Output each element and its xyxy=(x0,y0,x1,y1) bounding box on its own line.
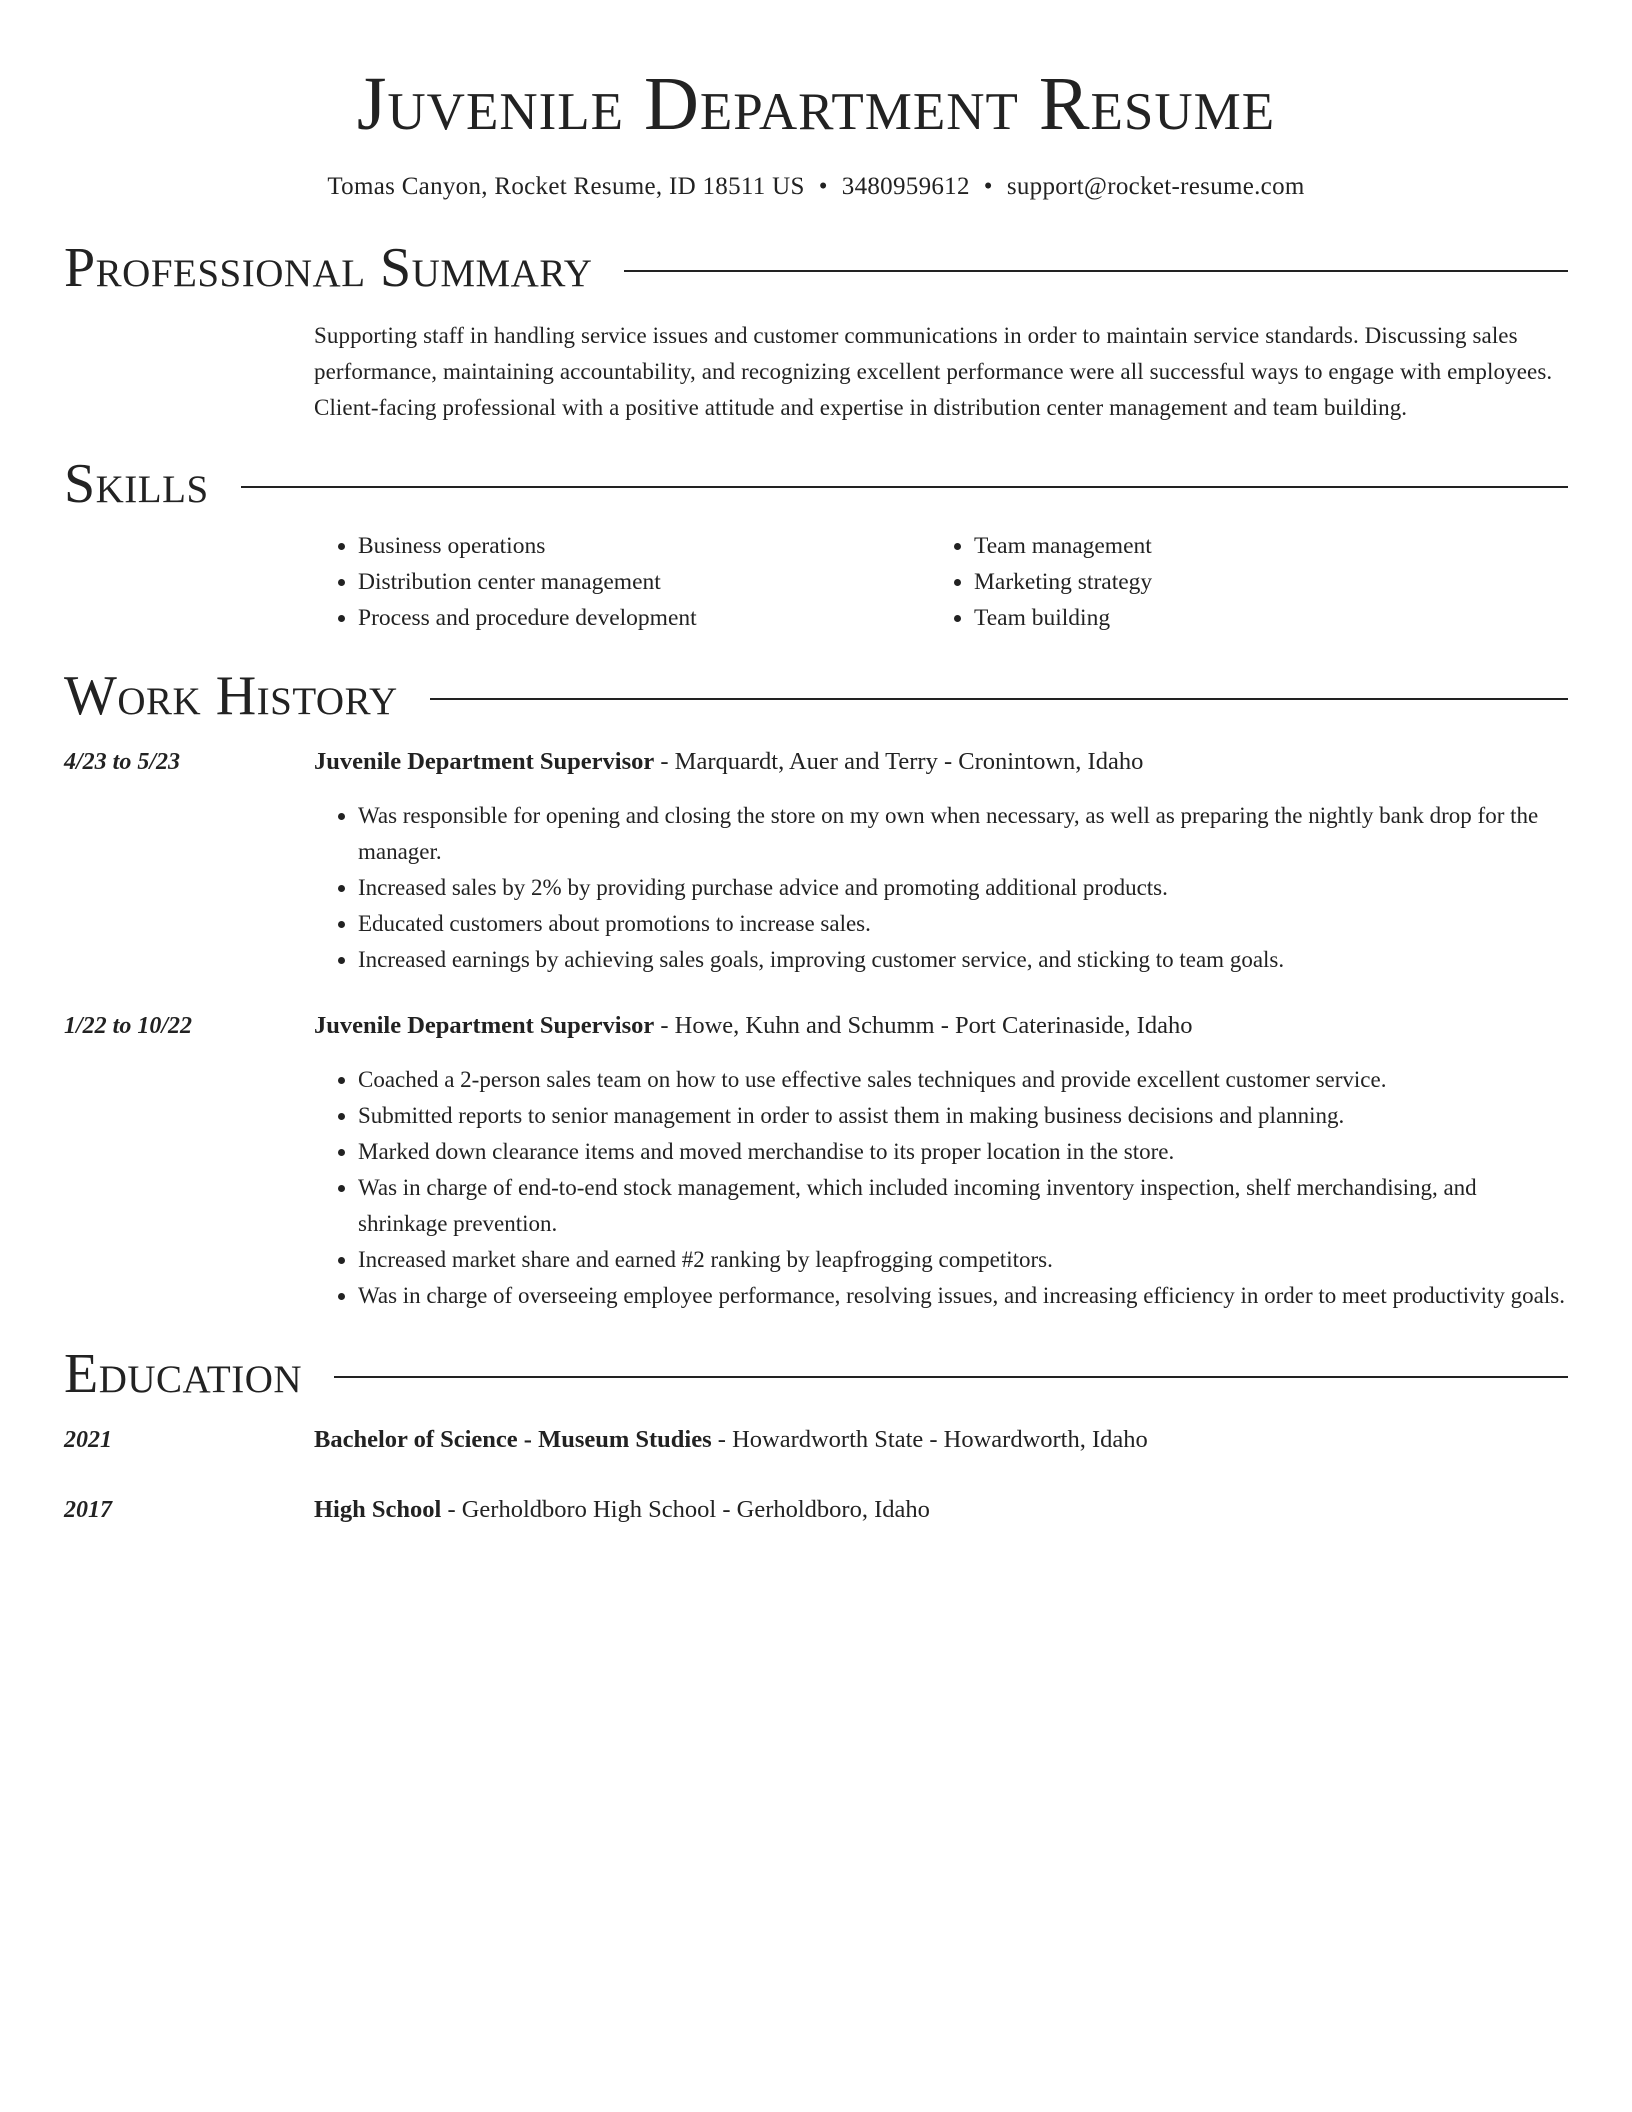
education-entry xyxy=(64,1492,1568,1528)
job-entry xyxy=(64,1008,1568,1314)
job-employer: - Marquardt, Auer and Terry - Cronintown, Idaho xyxy=(654,748,1144,775)
work-section-header xyxy=(64,664,1568,728)
skills-heading: Skills xyxy=(64,453,209,515)
skill-item: • Distribution center management xyxy=(358,564,930,600)
contact-email: support@rocket-resume.com xyxy=(1006,173,1305,200)
job-bullet: • Increased sales by 2% by providing purchase advice and promoting additional products. xyxy=(358,870,1568,906)
job-bullet: • Marked down clearance items and moved merchandise to its proper location in the store. xyxy=(358,1134,1568,1170)
summary-section-header xyxy=(64,236,1568,300)
job-employer: - Howe, Kuhn and Schumm - Port Caterinaside, Idaho xyxy=(654,1012,1193,1039)
job-bullet: • Increased market share and earned #2 ranking by leapfrogging competitors. xyxy=(358,1242,1568,1278)
education-heading: Education xyxy=(64,1343,303,1405)
job-body xyxy=(314,1008,1568,1314)
job-bullets xyxy=(314,1062,1568,1314)
job-dates: 4/23 to 5/23 xyxy=(64,749,181,775)
job-headline xyxy=(314,1008,1568,1044)
job-bullet: • Was responsible for opening and closing the store on my own when necessary, as well as preparing the nightly bank drop for the manager. xyxy=(358,798,1568,870)
job-bullet: • Educated customers about promotions to increase sales. xyxy=(358,906,1568,942)
section-divider xyxy=(430,698,1568,700)
skill-item: • Team building xyxy=(974,600,1474,636)
contact-line xyxy=(64,170,1568,204)
skills-list-right xyxy=(930,528,1474,636)
contact-separator: • xyxy=(983,173,993,200)
job-body xyxy=(314,744,1568,978)
education-entry xyxy=(64,1422,1568,1458)
job-headline xyxy=(314,744,1568,780)
job-bullet: • Increased earnings by achieving sales goals, improving customer service, and sticking to team goals. xyxy=(358,942,1568,978)
skill-item: • Marketing strategy xyxy=(974,564,1474,600)
contact-address: Tomas Canyon, Rocket Resume, ID 18511 US xyxy=(327,173,805,200)
skill-item: • Team management xyxy=(974,528,1474,564)
job-bullets xyxy=(314,798,1568,978)
summary-text: Supporting staff in handling service issues and customer communications in order to maintain service standards. Discussing sales performance, maintaining accountability, and recognizing excellent performance were all successful ways to engage with employees. Client-facing professional with a positive attitude and expertise in distribution center management and team building. xyxy=(314,323,1553,420)
job-bullet: • Coached a 2-person sales team on how to use effective sales techniques and provide excellent customer service. xyxy=(358,1062,1568,1098)
skill-item: • Process and procedure development xyxy=(358,600,930,636)
section-divider xyxy=(334,1376,1568,1378)
section-divider xyxy=(624,270,1568,272)
education-year: 2021 xyxy=(64,1427,112,1453)
education-degree: Bachelor of Science - Museum Studies xyxy=(314,1426,712,1453)
job-title: Juvenile Department Supervisor xyxy=(314,1012,655,1039)
summary-heading: Professional Summary xyxy=(64,237,593,299)
contact-separator: • xyxy=(818,173,828,200)
education-headline xyxy=(314,1492,930,1528)
education-school: - Gerholdboro High School - Gerholdboro, Idaho xyxy=(441,1496,930,1523)
job-bullet: • Was in charge of end-to-end stock management, which included incoming inventory inspection, shelf merchandising, and shrinkage prevention. xyxy=(358,1170,1568,1242)
job-bullet: • Was in charge of overseeing employee performance, resolving issues, and increasing efficiency in order to meet productivity goals. xyxy=(358,1278,1568,1314)
skill-item: • Business operations xyxy=(358,528,930,564)
work-heading: Work History xyxy=(64,665,398,727)
skills-list-left xyxy=(314,528,930,636)
resume-page xyxy=(64,0,1568,1528)
section-divider xyxy=(241,486,1568,488)
job-bullet: • Submitted reports to senior management in order to assist them in making business decisions and planning. xyxy=(358,1098,1568,1134)
education-section-header xyxy=(64,1342,1568,1406)
skills-section-header xyxy=(64,452,1568,516)
resume-title: Juvenile Department Resume xyxy=(356,62,1276,146)
skills-grid xyxy=(314,528,1568,636)
job-title: Juvenile Department Supervisor xyxy=(314,748,655,775)
education-school: - Howardworth State - Howardworth, Idaho xyxy=(711,1426,1148,1453)
education-degree: High School xyxy=(314,1496,442,1523)
contact-phone: 3480959612 xyxy=(841,173,970,200)
education-year: 2017 xyxy=(64,1497,112,1523)
job-dates: 1/22 to 10/22 xyxy=(64,1013,193,1039)
job-entry xyxy=(64,744,1568,978)
education-headline xyxy=(314,1422,1148,1458)
